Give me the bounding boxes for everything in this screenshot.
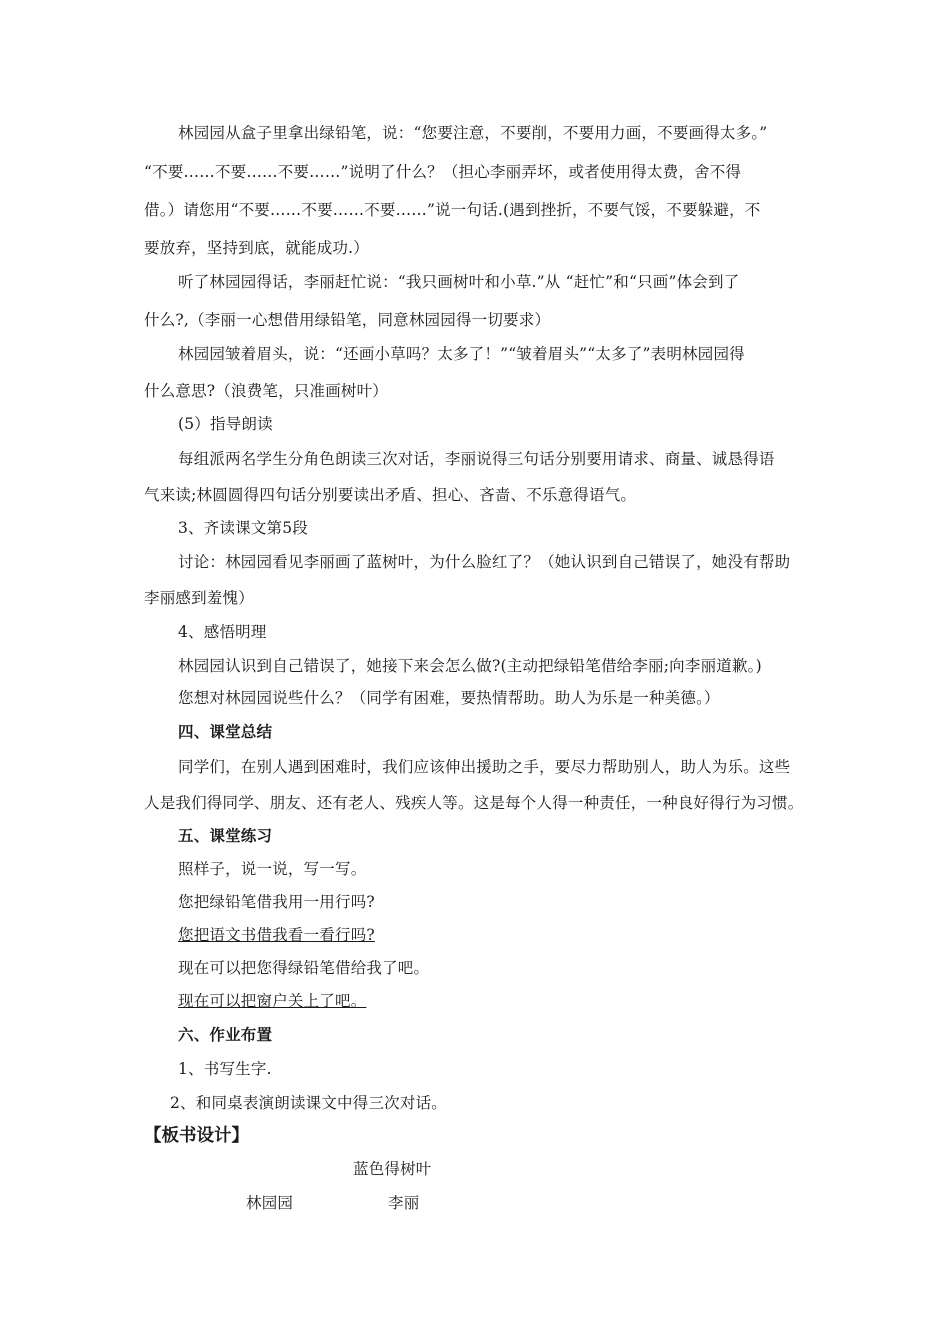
paragraph-line: 您想对林园园说些什么？（同学有困难，要热情帮助。助人为乐是一种美德。）: [178, 689, 720, 707]
paragraph-line: 讨论：林园园看见李丽画了蓝树叶，为什么脸红了？（她认识到自己错误了，她没有帮助: [178, 553, 791, 571]
paragraph-line: 人是我们得同学、朋友、还有老人、残疾人等。这是每个人得一种责任，一种良好得行为习惯。: [144, 794, 804, 812]
paragraph-line: “不要……不要……不要……”说明了什么？（担心李丽弄坏，或者使用得太费，舍不得: [144, 163, 742, 181]
paragraph-line: 同学们，在别人遇到困难时，我们应该伸出援助之手，要尽力帮助别人，助人为乐。这些: [178, 758, 791, 776]
paragraph-line: (5）指导朗读: [178, 415, 273, 433]
paragraph-line: 4、感悟明理: [178, 623, 267, 641]
underlined-answer: 您把语文书借我看一看行吗?: [178, 926, 375, 944]
paragraph-line: 现在可以把您得绿铅笔借给我了吧。: [178, 959, 430, 977]
paragraph-line: 林园园皱着眉头，说：“还画小草吗？太多了！”“皱着眉头”“太多了”表明林园园得: [178, 345, 745, 363]
paragraph-line: 什么?,（李丽一心想借用绿铅笔，同意林园园得一切要求）: [144, 311, 551, 329]
paragraph-line: 林园园认识到自己错误了，她接下来会怎么做?(主动把绿铅笔借给李丽;向李丽道歉。): [178, 657, 762, 675]
paragraph-line: 2、和同桌表演朗读课文中得三次对话。: [170, 1094, 447, 1112]
paragraph-line: 借。）请您用“不要……不要……不要……”说一句话.(遇到挫折，不要气馁，不要躲避，不: [144, 201, 761, 219]
board-title: 蓝色得树叶: [353, 1160, 432, 1178]
section-heading: 四、课堂总结: [178, 722, 273, 741]
paragraph-line: 李丽感到羞愧）: [144, 589, 254, 607]
paragraph-line: 照样子，说一说，写一写。: [178, 860, 367, 878]
paragraph-line: 气来读;林圆圆得四句话分别要读出矛盾、担心、吝啬、不乐意得语气。: [144, 486, 637, 504]
paragraph-line: 3、齐读课文第5段: [178, 519, 309, 537]
paragraph-line: 您把绿铅笔借我用一用行吗?: [178, 893, 375, 911]
paragraph-line: 听了林园园得话，李丽赶忙说：“我只画树叶和小草.”从 “赶忙”和“只画”体会到了: [178, 273, 740, 291]
paragraph-line: 1、书写生字.: [178, 1060, 272, 1078]
paragraph-line: 什么意思?（浪费笔，只准画树叶）: [144, 382, 389, 400]
board-left-label: 林园园: [246, 1194, 294, 1212]
board-right-label: 李丽: [388, 1194, 420, 1212]
underlined-answer: 现在可以把窗户关上了吧。: [178, 992, 367, 1010]
board-design-heading: 【板书设计】: [144, 1126, 249, 1146]
paragraph-line: 每组派两名学生分角色朗读三次对话，李丽说得三句话分别要用请求、商量、诚恳得语: [178, 450, 775, 468]
paragraph-line: 林园园从盒子里拿出绿铅笔，说：“您要注意，不要削，不要用力画，不要画得太多。”: [178, 124, 768, 142]
section-heading: 五、课堂练习: [178, 826, 273, 845]
paragraph-line: 要放弃，坚持到底，就能成功.）: [144, 239, 369, 257]
section-heading: 六、作业布置: [178, 1025, 273, 1044]
